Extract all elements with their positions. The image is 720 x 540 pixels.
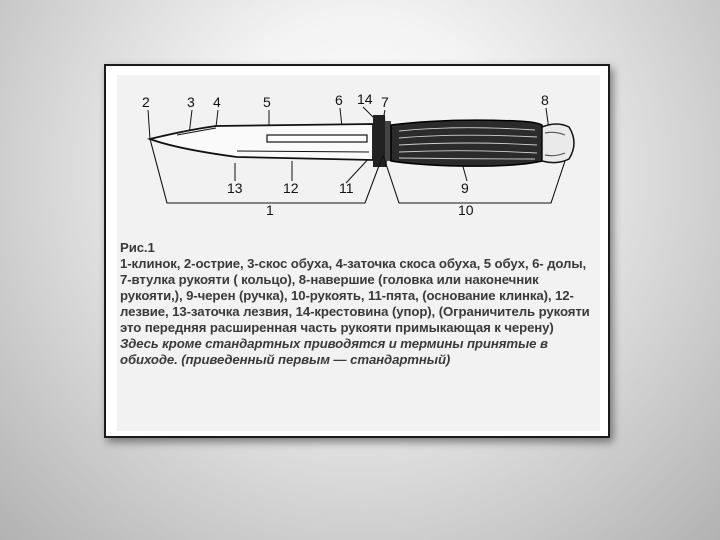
figure-caption (120, 240, 598, 368)
caption-body: 1-клинок, 2-острие, 3-скос обуха, 4-заточка скоса обуха, 5 обух, 6- долы, 7-втулка рукояти ( кольцо), 8-навершие (головка или наконечник рукояти,), 9-черен (ручка), 10-рукоять, 11-пята, (основание клинка), 12-лезвие, 13-заточка лезвия, 14-крестовина (упор), (Ограничитель рукояти это передняя расширенная часть рукояти примыкающая к черену) (120, 256, 590, 335)
label-1: 1 (266, 202, 274, 218)
scanned-figure (117, 75, 600, 431)
slide-frame (104, 64, 610, 438)
label-3: 3 (187, 94, 195, 110)
label-10: 10 (458, 202, 474, 218)
label-4: 4 (213, 94, 221, 110)
blade-fuller (267, 135, 367, 142)
label-2: 2 (142, 94, 150, 110)
label-14: 14 (357, 91, 373, 107)
label-9: 9 (461, 180, 469, 196)
label-12: 12 (283, 180, 299, 196)
knife-diagram (117, 75, 600, 237)
label-7: 7 (381, 94, 389, 110)
caption-title: Рис.1 (120, 240, 155, 255)
pommel (542, 124, 574, 163)
label-8: 8 (541, 92, 549, 108)
label-13: 13 (227, 180, 243, 196)
caption-note: Здесь кроме стандартных приводятся и термины принятые в обиходе. (приведенный первым — стандартный) (120, 336, 548, 367)
label-6: 6 (335, 92, 343, 108)
label-5: 5 (263, 94, 271, 110)
label-11: 11 (339, 180, 354, 196)
